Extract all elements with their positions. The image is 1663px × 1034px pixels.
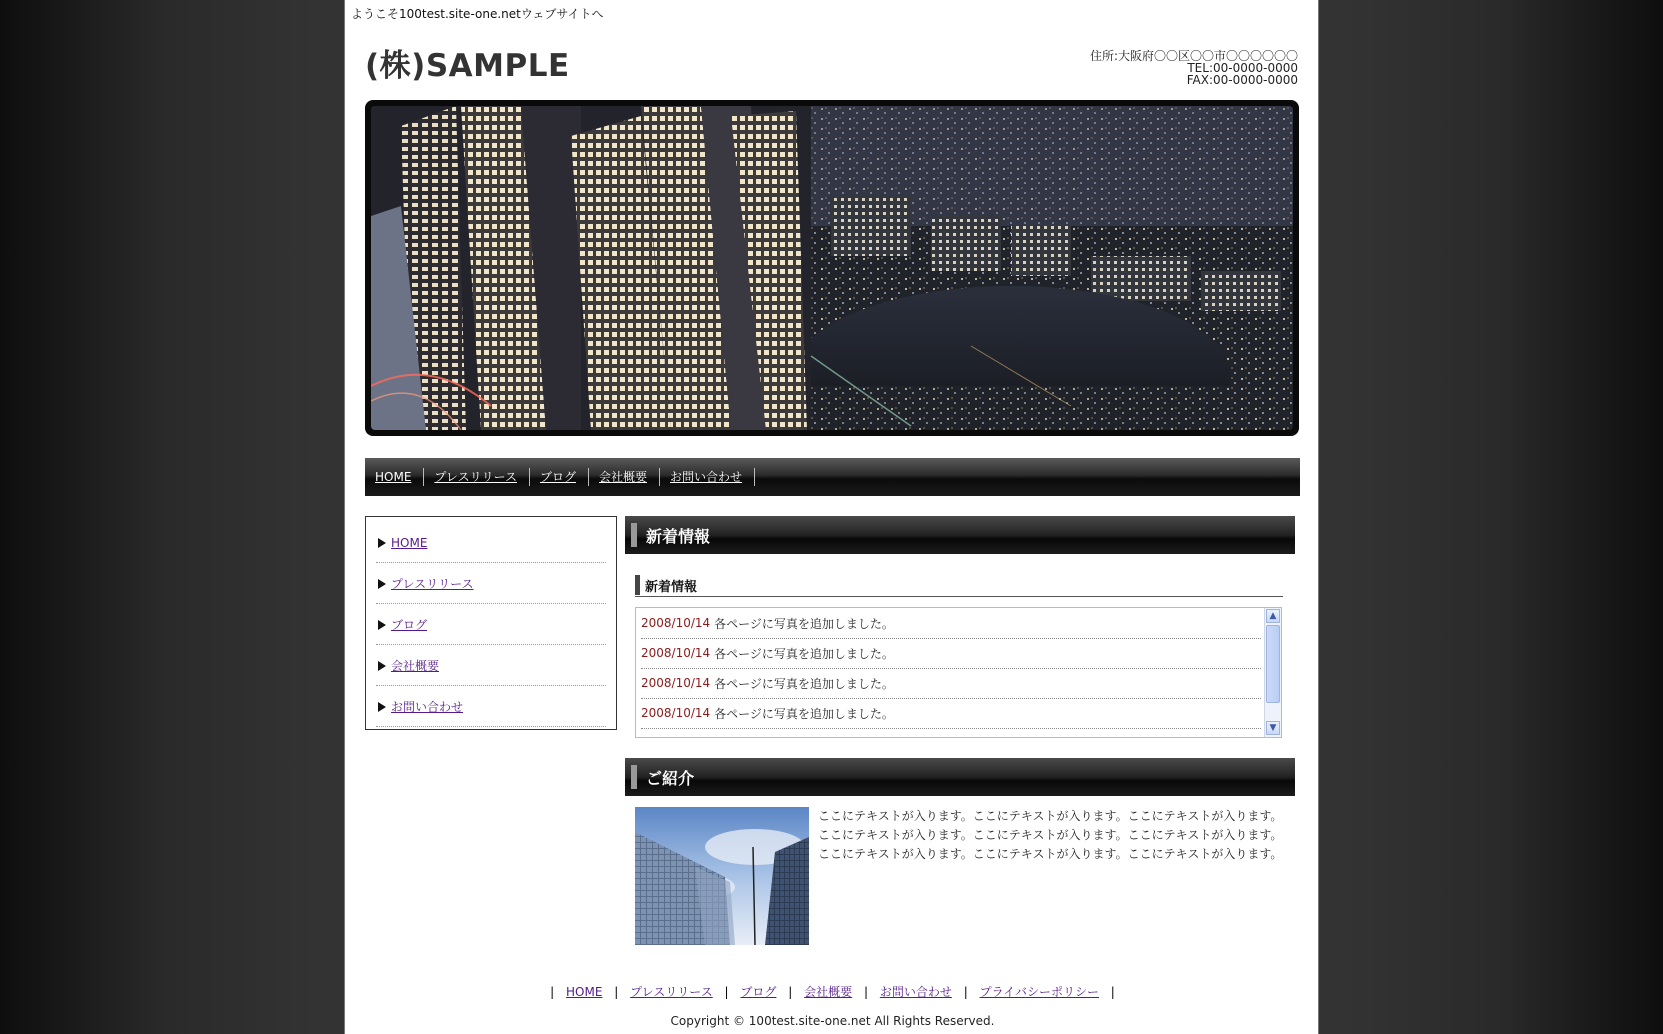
- news-item: [641, 608, 1261, 639]
- news-text: 各ページに写真を追加しました。: [714, 646, 894, 661]
- footer-link-contact[interactable]: お問い合わせ: [879, 985, 952, 999]
- subheading-accent-bar: [635, 575, 640, 595]
- copyright-text: Copyright © 100test.site-one.net All Rights Reserved.: [670, 1014, 995, 1028]
- scroll-up-button[interactable]: ▲: [1266, 609, 1280, 623]
- triangle-right-icon: [378, 702, 386, 712]
- news-date: 2008/10/14: [641, 676, 711, 690]
- footer-separator: |: [724, 985, 729, 999]
- intro-line: ここにテキストが入ります。ここにテキストが入ります。ここにテキストが入ります。: [818, 809, 1283, 823]
- hero-banner: [365, 100, 1299, 436]
- page-container: [344, 0, 1319, 1034]
- footer-separator: |: [863, 985, 869, 999]
- sidebar-item-company[interactable]: [376, 646, 606, 686]
- sidebar-item-label[interactable]: ブログ: [391, 618, 428, 632]
- nav-company[interactable]: 会社概要: [589, 468, 660, 486]
- nav-contact[interactable]: お問い合わせ: [660, 468, 755, 486]
- footer-separator: |: [614, 985, 619, 999]
- sidebar-item-label[interactable]: プレスリリース: [391, 577, 474, 591]
- triangle-right-icon: [378, 538, 386, 548]
- triangle-right-icon: [378, 661, 386, 671]
- news-subheading: [635, 574, 1283, 597]
- heading-accent-bar: [631, 765, 637, 789]
- news-item: [641, 668, 1261, 699]
- sidebar-item-blog[interactable]: [376, 605, 606, 645]
- sidebar-menu: [365, 516, 617, 730]
- contact-info: [1090, 50, 1298, 86]
- intro-body-text: [818, 807, 1288, 864]
- heading-accent-bar: [631, 523, 637, 547]
- site-title[interactable]: (株)SAMPLE: [365, 48, 570, 84]
- intro-line: ここにテキストが入ります。ここにテキストが入ります。ここにテキストが入ります。: [818, 828, 1283, 842]
- top-nav-bar: [365, 458, 1300, 496]
- sidebar-item-press-release[interactable]: [376, 564, 606, 604]
- news-section-heading: [625, 516, 1295, 554]
- footer-link-home[interactable]: HOME: [566, 985, 603, 999]
- hero-cityscape-image: [371, 106, 1293, 430]
- footer-nav: [345, 983, 1320, 1000]
- welcome-text: ようこそ100test.site-one.netウェブサイトへ: [351, 7, 604, 21]
- tel-text: TEL:00-0000-0000: [1187, 61, 1298, 75]
- footer-separator: |: [1110, 985, 1115, 999]
- footer-link-privacy-policy[interactable]: プライバシーポリシー: [979, 985, 1099, 999]
- news-heading-text: 新着情報: [646, 526, 711, 546]
- news-date: 2008/10/14: [641, 616, 711, 630]
- news-text: 各ページに写真を追加しました。: [714, 706, 894, 721]
- footer-link-company[interactable]: 会社概要: [804, 985, 853, 999]
- news-scrollbar[interactable]: [1264, 608, 1281, 737]
- footer-separator: |: [788, 985, 793, 999]
- triangle-right-icon: [378, 579, 386, 589]
- scrollbar-thumb[interactable]: [1266, 625, 1280, 703]
- sidebar-item-label[interactable]: 会社概要: [391, 659, 440, 673]
- footer-link-press-release[interactable]: プレスリリース: [630, 985, 713, 999]
- footer-separator: |: [550, 985, 555, 999]
- address-text: 住所:大阪府〇〇区〇〇市〇〇〇〇〇〇: [1089, 49, 1298, 63]
- footer-link-blog[interactable]: ブログ: [740, 985, 777, 999]
- nav-blog[interactable]: ブログ: [530, 468, 589, 486]
- news-item: [641, 638, 1261, 669]
- intro-heading-text: ご紹介: [646, 768, 695, 788]
- triangle-right-icon: [378, 620, 386, 630]
- sidebar-item-label[interactable]: お問い合わせ: [391, 700, 464, 714]
- sidebar-item-label[interactable]: HOME: [391, 535, 428, 550]
- news-text: 各ページに写真を追加しました。: [714, 616, 894, 631]
- news-item: [641, 698, 1261, 729]
- news-date: 2008/10/14: [641, 646, 711, 660]
- intro-building-image: [635, 807, 809, 945]
- news-text: 各ページに写真を追加しました。: [714, 676, 894, 691]
- news-subheading-text: 新着情報: [645, 579, 698, 595]
- news-list-box: [635, 607, 1282, 738]
- sidebar-item-home[interactable]: [376, 523, 606, 563]
- scroll-down-button[interactable]: ▼: [1266, 721, 1280, 735]
- fax-text: FAX:00-0000-0000: [1186, 73, 1298, 87]
- nav-press-release[interactable]: プレスリリース: [424, 468, 530, 486]
- footer-separator: |: [963, 985, 968, 999]
- intro-line: ここにテキストが入ります。ここにテキストが入ります。ここにテキストが入ります。: [818, 847, 1283, 861]
- news-date: 2008/10/14: [641, 706, 711, 720]
- nav-home[interactable]: HOME: [365, 468, 424, 486]
- intro-section-heading: [625, 758, 1295, 796]
- sidebar-item-contact[interactable]: [376, 687, 606, 727]
